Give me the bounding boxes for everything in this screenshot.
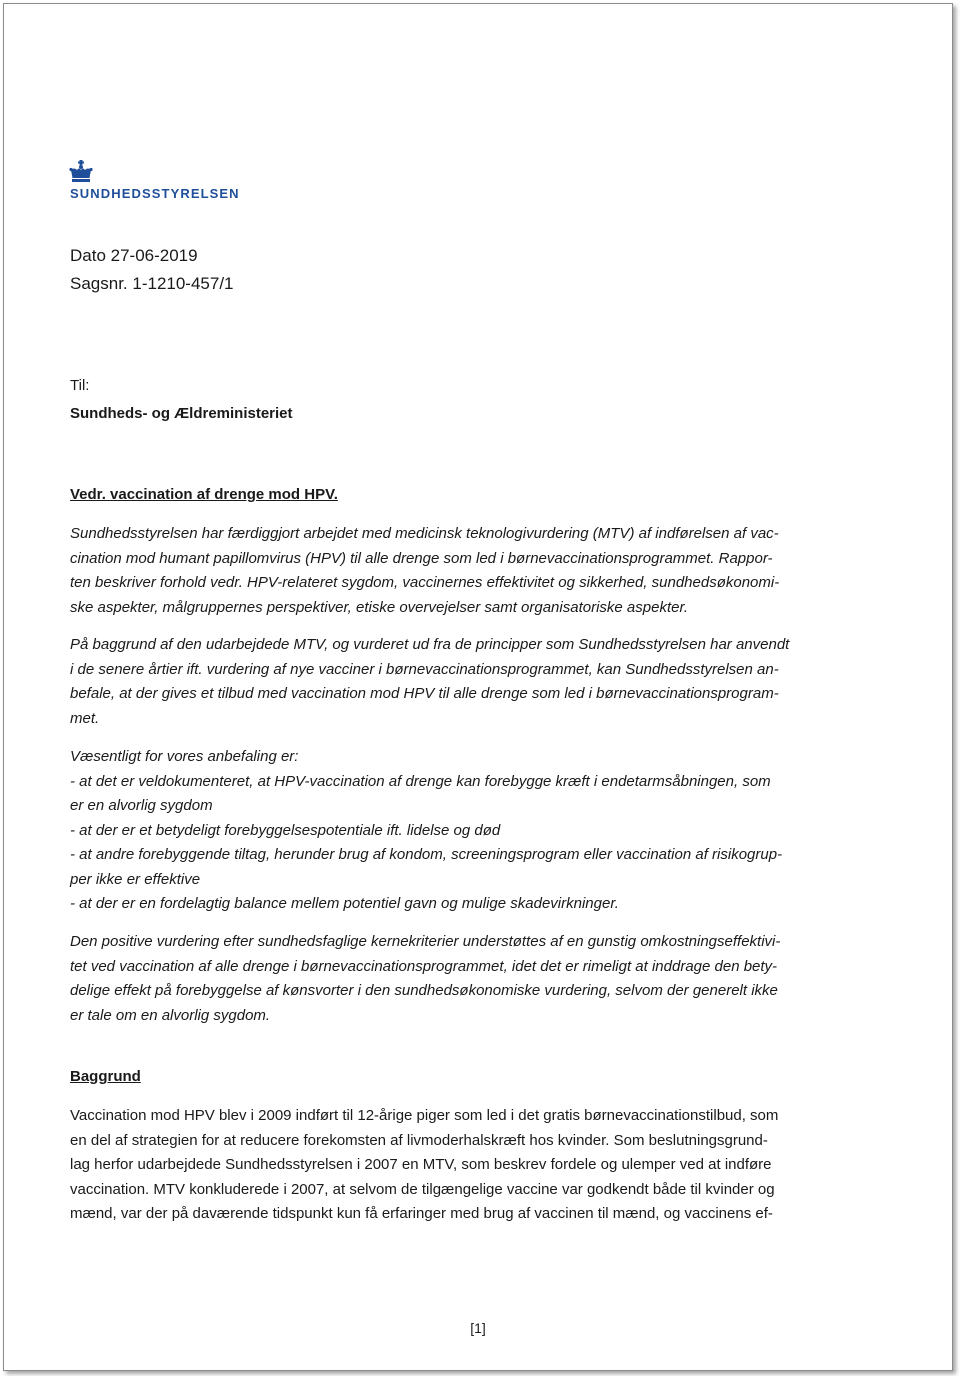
list-item: - at det er veldokumenteret, at HPV-vaccination af drenge kan forebygge kræft i endetarmsåbningen, som bbox=[70, 772, 771, 790]
document-page bbox=[3, 3, 953, 1371]
paragraph-line: er tale om en alvorlig sygdom. bbox=[70, 1006, 271, 1024]
recipient-name: Sundheds- og Ældreministeriet bbox=[70, 405, 293, 422]
list-item: - at der er et betydeligt forebyggelsespotentiale ift. lidelse og død bbox=[70, 821, 501, 839]
paragraph-reasons-list bbox=[70, 745, 892, 917]
paragraph-line: i de senere årtier ift. vurdering af nye vacciner i børnevaccinationsprogrammet, kan Sundhedsstyrelsen an- bbox=[70, 660, 779, 678]
document-date: Dato 27-06-2019 bbox=[70, 246, 198, 265]
section-heading-vaccination: Vedr. vaccination af drenge mod HPV. bbox=[70, 486, 338, 503]
paragraph-line: tet ved vaccination af alle drenge i børnevaccinationsprogrammet, idet det er rimeligt at inddrage den bety- bbox=[70, 957, 778, 975]
paragraph-line: lag herfor udarbejdede Sundhedsstyrelsen i 2007 en MTV, som beskrev fordele og ulemper ved at indføre bbox=[70, 1156, 772, 1173]
list-item: per ikke er effektive bbox=[70, 870, 201, 888]
paragraph-line: cination mod humant papillomvirus (HPV) til alle drenge som led i børnevaccinationsprogrammet. Rappor- bbox=[70, 549, 773, 567]
logo-wordmark: SUNDHEDSSTYRELSEN bbox=[70, 186, 240, 201]
paragraph-line: vaccination. MTV konkluderede i 2007, at selvom de tilgængelige vaccine var godkendt både til kvinder og bbox=[70, 1180, 775, 1198]
paragraph-line: ske aspekter, målgruppernes perspektiver, etiske overvejelser samt organisatoriske aspekter. bbox=[70, 598, 689, 616]
case-number: Sagsnr. 1-1210-457/1 bbox=[70, 274, 234, 293]
crown-icon bbox=[68, 160, 94, 186]
paragraph-line: ten beskriver forhold vedr. HPV-relateret sygdom, vaccinernes effektivitet og sikkerhed, sundhedsøkonomi- bbox=[70, 574, 780, 591]
paragraph-line: Den positive vurdering efter sundhedsfaglige kernekriterier understøttes af en gunstig omkostningseffektivi- bbox=[70, 933, 781, 950]
list-item: er en alvorlig sygdom bbox=[70, 797, 213, 814]
section-heading-background: Baggrund bbox=[70, 1068, 141, 1085]
document-meta bbox=[70, 242, 234, 298]
list-intro: Væsentligt for vores anbefaling er: bbox=[70, 748, 299, 765]
paragraph-line: befale, at der gives et tilbud med vaccination mod HPV til alle drenge som led i børnevaccinationsprogram- bbox=[70, 685, 779, 702]
paragraph-recommendation bbox=[70, 633, 892, 731]
paragraph-line: delige effekt på forebyggelse af kønsvorter i den sundhedsøkonomiske vurdering, selvom der generelt ikke bbox=[70, 982, 778, 999]
paragraph-intro bbox=[70, 522, 892, 620]
paragraph-background bbox=[70, 1104, 892, 1227]
paragraph-line: Vaccination mod HPV blev i 2009 indført til 12-årige piger som led i det gratis børnevaccinationstilbud, som bbox=[70, 1107, 779, 1124]
page-number: [1] bbox=[470, 1320, 486, 1336]
paragraph-assessment bbox=[70, 930, 892, 1028]
paragraph-line: met. bbox=[70, 709, 100, 727]
sundhedsstyrelsen-logo bbox=[68, 160, 258, 204]
paragraph-line: På baggrund af den udarbejdede MTV, og vurderet ud fra de principper som Sundhedsstyrelsen har anvendt bbox=[70, 636, 790, 653]
paragraph-line: mænd, var der på daværende tidspunkt kun få erfaringer med brug af vaccinen til mænd, og vaccinens ef- bbox=[70, 1205, 773, 1222]
list-item: - at andre forebyggende tiltag, herunder brug af kondom, screeningsprogram eller vaccination af risikogrup- bbox=[70, 846, 783, 863]
recipient-block bbox=[70, 372, 293, 428]
list-item: - at der er en fordelagtig balance mellem potentiel gavn og mulige skadevirkninger. bbox=[70, 895, 619, 912]
paragraph-line: en del af strategien for at reducere forekomsten af livmoderhalskræft hos kvinder. Som beslutningsgrund- bbox=[70, 1131, 768, 1149]
paragraph-line: Sundhedsstyrelsen har færdiggjort arbejdet med medicinsk teknologivurdering (MTV) af indførelsen af vac- bbox=[70, 525, 779, 542]
recipient-label: Til: bbox=[70, 377, 90, 394]
